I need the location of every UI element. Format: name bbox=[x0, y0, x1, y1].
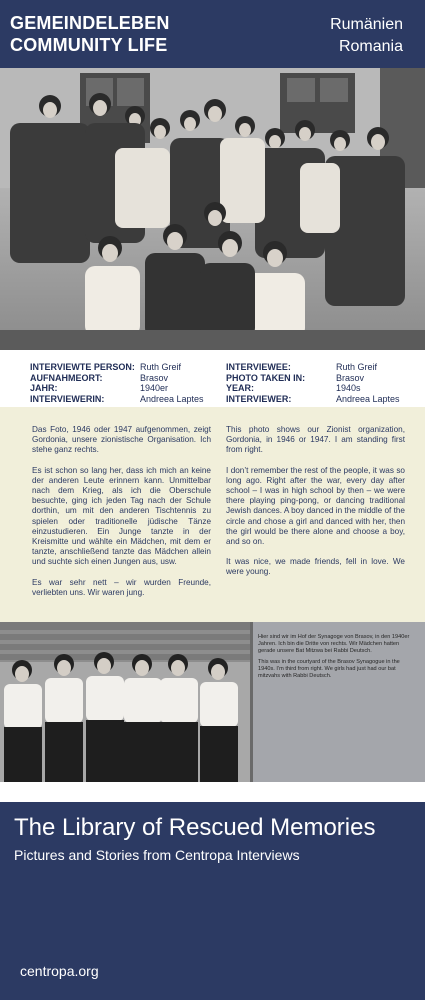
interview-metadata bbox=[0, 350, 425, 407]
place-label-en: PHOTO TAKEN IN: bbox=[226, 372, 306, 383]
story-en-paragraph: It was nice, we made friends, fell in love. We were young. bbox=[226, 557, 405, 577]
bat-mitzvah-photo-image bbox=[0, 622, 250, 782]
country-de: Rumänien bbox=[330, 16, 403, 33]
section-title-de: GEMEINDELEBEN bbox=[10, 13, 170, 33]
interviewer-en: Andreea Laptes bbox=[336, 393, 400, 404]
interviewee-en: Ruth Greif bbox=[336, 362, 378, 372]
interviewer-de: Andreea Laptes bbox=[140, 393, 204, 404]
section-title-en: COMMUNITY LIFE bbox=[10, 35, 168, 55]
country-en: Romania bbox=[338, 38, 403, 55]
group-photo-image bbox=[0, 68, 425, 350]
metadata-german bbox=[30, 362, 204, 404]
year-en: 1940s bbox=[336, 383, 361, 393]
interviewee-label-en: INTERVIEWEE: bbox=[226, 362, 291, 372]
section-title bbox=[10, 12, 170, 56]
interviewee-de: Ruth Greif bbox=[140, 362, 182, 372]
divider-band bbox=[0, 782, 425, 802]
story-en-paragraph: I don’t remember the rest of the people, it was so long ago. Right after the war, every day after school – I was in high school by then – we were there playing ping-pong, or dancing traditional Jewish dances. A boy danced in the middle of the circle and chose a girl and danced with her, then the girl would be there alone and choose a boy, and so on. bbox=[226, 465, 405, 547]
caption-en: This was in the courtyard of the Brasov Synagogue in the 1940s. I’m third from right. We girls had just had our bat mitzvahs with Rabbi Deutsch. bbox=[258, 659, 400, 679]
year-de: 1940er bbox=[140, 383, 169, 393]
story-de-paragraph: Das Foto, 1946 oder 1947 aufgenommen, zeigt Gordonia, unsere zionistische Organisation. Ich stehe ganz rechts. bbox=[32, 425, 211, 455]
photo-caption bbox=[253, 622, 425, 782]
caption-de: Hier sind wir im Hof der Synagoge von Brasov, in den 1940er Jahren. Ich bin die Dritte von rechts. Wir Mädchen hatten gerade unsere Bat Mitzwa bei Rabbi Deutsch. bbox=[258, 634, 410, 654]
place-en: Brasov bbox=[336, 372, 365, 383]
place-label-de: AUFNAHMEORT: bbox=[30, 372, 103, 383]
second-photo-section bbox=[0, 622, 425, 782]
country-label bbox=[330, 14, 403, 58]
year-label-en: YEAR: bbox=[226, 383, 255, 393]
year-label-de: JAHR: bbox=[30, 383, 58, 393]
story-german bbox=[32, 425, 211, 608]
story-en-paragraph: This photo shows our Zionist organization, Gordonia, in 1946 or 1947. I am standing first from right. bbox=[226, 425, 405, 455]
story-de-paragraph: Es war sehr nett – wir wurden Freunde, verliebten uns. Wir waren jung. bbox=[32, 577, 211, 597]
story-text bbox=[0, 407, 425, 622]
story-de-paragraph: Es ist schon so lang her, dass ich mich an keine der anderen Leute erinnern kann. Unmittelbar nach dem Krieg, als ich die Oberschule besuchte, ging ich jeden Tag nach der Schule dorthin, um mit den anderen Tischtennis zu spielen oder traditionelle jüdische Tänze einzustudieren. Ein Junge tanzte in der Kreismitte und wählte ein Mädchen, mit dem er tanzte, anschließend tanzte das Mädchen allein und suchte sich einen Jungen aus, usw. bbox=[32, 465, 211, 567]
footer-banner bbox=[0, 802, 425, 1000]
interviewer-label-en: INTERVIEWER: bbox=[226, 393, 292, 404]
group-photo bbox=[0, 68, 425, 350]
place-de: Brasov bbox=[140, 372, 169, 383]
library-subtitle: Pictures and Stories from Centropa Interviews bbox=[14, 847, 300, 863]
interviewer-label-de: INTERVIEWERIN: bbox=[30, 393, 105, 404]
website-link[interactable]: centropa.org bbox=[20, 963, 99, 979]
library-title: The Library of Rescued Memories bbox=[14, 814, 376, 841]
interviewee-label-de: INTERVIEWTE PERSON: bbox=[30, 362, 135, 372]
header-banner bbox=[0, 0, 425, 68]
story-english bbox=[226, 425, 405, 588]
metadata-english bbox=[226, 362, 400, 404]
bat-mitzvah-photo bbox=[0, 622, 250, 782]
